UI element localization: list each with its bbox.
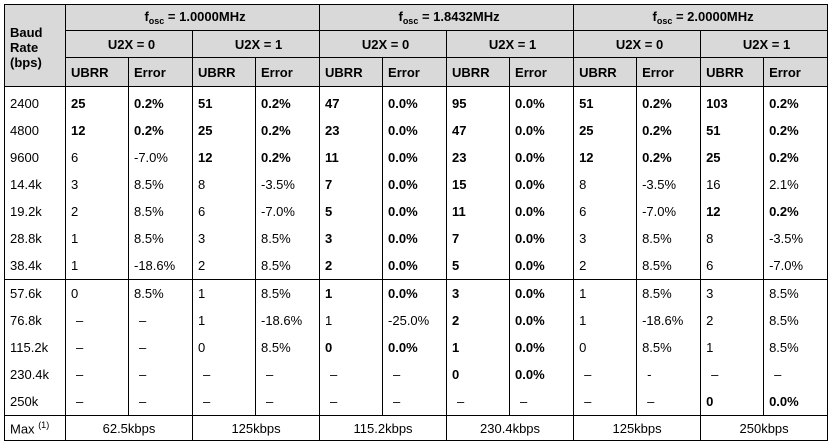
ubrr-cell: 1	[701, 334, 764, 361]
baud-rate-header	[5, 5, 66, 87]
error-cell: 0.2%	[637, 117, 701, 144]
error-cell: 0.2%	[764, 144, 828, 171]
error-cell: –	[383, 388, 447, 416]
ubrr-cell: 7	[320, 171, 383, 198]
baud-label-line: Baud	[10, 24, 43, 40]
baud-cell: 9600	[5, 144, 66, 171]
error-cell: –	[383, 361, 447, 388]
error-col-header: Error	[383, 58, 447, 87]
ubrr-cell: 15	[447, 171, 510, 198]
error-col-header: Error	[637, 58, 701, 87]
ubrr-cell: 0	[447, 361, 510, 388]
table-row	[5, 144, 828, 171]
ubrr-cell: 6	[66, 144, 129, 171]
ubrr-cell: 25	[701, 144, 764, 171]
error-cell: 0.0%	[510, 252, 574, 280]
ubrr-cell: 95	[447, 87, 510, 118]
error-cell: 0.0%	[510, 361, 574, 388]
u2x-header: U2X = 0	[320, 31, 447, 58]
ubrr-cell: –	[66, 388, 129, 416]
ubrr-cell: 1	[193, 280, 256, 308]
u2x-header: U2X = 1	[193, 31, 320, 58]
ubrr-cell: –	[320, 388, 383, 416]
ubrr-cell: 23	[320, 117, 383, 144]
error-cell: 0.2%	[256, 117, 320, 144]
ubrr-cell: 7	[447, 225, 510, 252]
error-cell: -7.0%	[637, 198, 701, 225]
error-cell: -3.5%	[764, 225, 828, 252]
ubrr-cell: 0	[701, 388, 764, 416]
error-cell: 0.0%	[510, 198, 574, 225]
error-cell: –	[510, 388, 574, 416]
table-row	[5, 117, 828, 144]
ubrr-cell: –	[574, 388, 637, 416]
ubrr-cell: 0	[320, 334, 383, 361]
ubrr-col-header: UBRR	[701, 58, 764, 87]
ubrr-cell: 12	[701, 198, 764, 225]
ubrr-cell: 6	[701, 252, 764, 280]
ubrr-cell: 3	[320, 225, 383, 252]
table-row	[5, 87, 828, 118]
ubrr-cell: 1	[193, 307, 256, 334]
ubrr-cell: 3	[447, 280, 510, 308]
error-col-header: Error	[129, 58, 193, 87]
table-row	[5, 225, 828, 252]
ubrr-cell: 6	[193, 198, 256, 225]
ubrr-cell: 12	[574, 144, 637, 171]
max-rate-cell: 250kbps	[701, 416, 828, 441]
error-cell: -25.0%	[383, 307, 447, 334]
error-cell: 0.0%	[383, 117, 447, 144]
error-cell: 0.2%	[764, 117, 828, 144]
error-cell: 0.2%	[256, 87, 320, 118]
u2x-header: U2X = 0	[574, 31, 701, 58]
table-body-group-1	[5, 87, 828, 280]
u2x-header: U2X = 0	[66, 31, 193, 58]
ubrr-cell: 51	[574, 87, 637, 118]
baud-cell: 76.8k	[5, 307, 66, 334]
ubrr-cell: 2	[574, 252, 637, 280]
error-cell: 8.5%	[764, 334, 828, 361]
error-cell: 0.0%	[383, 87, 447, 118]
error-cell: 0.2%	[637, 144, 701, 171]
ubrr-cell: 25	[66, 87, 129, 118]
baud-label-line: Rate	[10, 39, 39, 55]
ubrr-col-header: UBRR	[320, 58, 383, 87]
ubrr-cell: 1	[320, 307, 383, 334]
ubrr-cell: 1	[574, 307, 637, 334]
error-col-header: Error	[510, 58, 574, 87]
error-cell: –	[129, 307, 193, 334]
error-cell: -18.6%	[256, 307, 320, 334]
error-cell: 0.0%	[510, 307, 574, 334]
table-row	[5, 361, 828, 388]
ubrr-cell: 5	[447, 252, 510, 280]
ubrr-cell: 3	[574, 225, 637, 252]
ubrr-cell: 8	[574, 171, 637, 198]
ubrr-cell: 47	[320, 87, 383, 118]
u2x-header: U2X = 1	[447, 31, 574, 58]
error-cell: –	[129, 334, 193, 361]
table-row	[5, 280, 828, 308]
baud-cell: 19.2k	[5, 198, 66, 225]
ubrr-cell: 51	[193, 87, 256, 118]
ubrr-cell: 3	[66, 171, 129, 198]
ubrr-cell: –	[447, 388, 510, 416]
error-cell: -3.5%	[637, 171, 701, 198]
baud-cell: 250k	[5, 388, 66, 416]
ubrr-cell: 25	[574, 117, 637, 144]
ubrr-cell: 1	[66, 252, 129, 280]
baud-cell: 4800	[5, 117, 66, 144]
error-col-header: Error	[764, 58, 828, 87]
ubrr-col-header: UBRR	[447, 58, 510, 87]
error-cell: -7.0%	[256, 198, 320, 225]
max-row	[5, 416, 828, 441]
ubrr-cell: 3	[193, 225, 256, 252]
ubrr-cell: 103	[701, 87, 764, 118]
error-cell: -	[637, 361, 701, 388]
ubrr-cell: –	[66, 334, 129, 361]
error-cell: 0.0%	[510, 117, 574, 144]
error-cell: 8.5%	[637, 252, 701, 280]
ubrr-cell: 2	[66, 198, 129, 225]
error-cell: 0.2%	[637, 87, 701, 118]
ubrr-cell: 2	[320, 252, 383, 280]
error-cell: 8.5%	[637, 334, 701, 361]
error-cell: 8.5%	[256, 252, 320, 280]
error-cell: 0.2%	[764, 87, 828, 118]
error-cell: 0.0%	[383, 144, 447, 171]
ubrr-cell: 8	[193, 171, 256, 198]
baud-rate-table	[4, 4, 828, 441]
baud-cell: 28.8k	[5, 225, 66, 252]
ubrr-cell: 11	[320, 144, 383, 171]
ubrr-cell: –	[320, 361, 383, 388]
error-cell: 8.5%	[129, 225, 193, 252]
ubrr-cell: 51	[701, 117, 764, 144]
baud-cell: 57.6k	[5, 280, 66, 308]
error-cell: 0.0%	[383, 252, 447, 280]
ubrr-cell: 12	[193, 144, 256, 171]
error-cell: 0.0%	[510, 225, 574, 252]
ubrr-cell: 6	[574, 198, 637, 225]
table-row	[5, 307, 828, 334]
osc-header-2: $f_{osc} = 1.8432MHz$	[320, 5, 574, 31]
error-cell: 0.2%	[764, 198, 828, 225]
error-cell: 0.2%	[129, 87, 193, 118]
error-cell: 0.2%	[256, 144, 320, 171]
ubrr-cell: –	[66, 361, 129, 388]
ubrr-cell: 12	[66, 117, 129, 144]
error-cell: –	[129, 361, 193, 388]
error-cell: 0.0%	[510, 144, 574, 171]
error-cell: –	[637, 388, 701, 416]
error-cell: –	[764, 361, 828, 388]
error-cell: 8.5%	[256, 280, 320, 308]
max-rate-cell: 125kbps	[193, 416, 320, 441]
error-cell: 8.5%	[764, 280, 828, 308]
u2x-header: U2X = 1	[701, 31, 828, 58]
ubrr-cell: 1	[574, 280, 637, 308]
baud-cell: 230.4k	[5, 361, 66, 388]
ubrr-col-header: UBRR	[66, 58, 129, 87]
error-cell: 8.5%	[129, 171, 193, 198]
max-label-cell: Max $^{(1)}$	[5, 416, 66, 441]
ubrr-cell: 0	[66, 280, 129, 308]
ubrr-cell: 0	[193, 334, 256, 361]
ubrr-cell: –	[66, 307, 129, 334]
ubrr-cell: 11	[447, 198, 510, 225]
error-cell: -18.6%	[637, 307, 701, 334]
error-cell: 8.5%	[637, 280, 701, 308]
error-col-header: Error	[256, 58, 320, 87]
error-cell: -18.6%	[129, 252, 193, 280]
osc-header-3: $f_{osc} = 2.0000MHz$	[574, 5, 828, 31]
baud-rate-table-container	[4, 4, 827, 437]
error-cell: 8.5%	[256, 334, 320, 361]
ubrr-cell: 25	[193, 117, 256, 144]
ubrr-cell: –	[701, 361, 764, 388]
baud-cell: 38.4k	[5, 252, 66, 280]
error-cell: 8.5%	[256, 225, 320, 252]
table-row	[5, 171, 828, 198]
error-cell: 0.0%	[510, 87, 574, 118]
error-cell: 2.1%	[764, 171, 828, 198]
table-row	[5, 334, 828, 361]
error-cell: -7.0%	[129, 144, 193, 171]
baud-cell: 115.2k	[5, 334, 66, 361]
error-cell: 8.5%	[129, 198, 193, 225]
ubrr-cell: 8	[701, 225, 764, 252]
error-cell: -3.5%	[256, 171, 320, 198]
error-cell: -7.0%	[764, 252, 828, 280]
error-cell: 0.0%	[383, 334, 447, 361]
ubrr-cell: –	[193, 388, 256, 416]
ubrr-cell: 16	[701, 171, 764, 198]
ubrr-cell: –	[193, 361, 256, 388]
max-rate-cell: 230.4kbps	[447, 416, 574, 441]
table-body-group-2	[5, 280, 828, 416]
error-cell: 0.0%	[383, 198, 447, 225]
error-cell: 0.0%	[510, 171, 574, 198]
ubrr-cell: 23	[447, 144, 510, 171]
ubrr-cell: 5	[320, 198, 383, 225]
error-cell: 0.0%	[383, 280, 447, 308]
ubrr-cell: 1	[320, 280, 383, 308]
ubrr-cell: 2	[701, 307, 764, 334]
error-cell: 0.2%	[129, 117, 193, 144]
table-row	[5, 198, 828, 225]
error-cell: 0.0%	[510, 280, 574, 308]
error-cell: 8.5%	[637, 225, 701, 252]
error-cell: 0.0%	[383, 171, 447, 198]
ubrr-cell: 1	[66, 225, 129, 252]
ubrr-cell: 3	[701, 280, 764, 308]
ubrr-cell: 47	[447, 117, 510, 144]
table-row	[5, 388, 828, 416]
max-rate-cell: 62.5kbps	[66, 416, 193, 441]
ubrr-col-header: UBRR	[574, 58, 637, 87]
error-cell: –	[256, 361, 320, 388]
error-cell: –	[129, 388, 193, 416]
ubrr-col-header: UBRR	[193, 58, 256, 87]
table-row	[5, 252, 828, 280]
osc-header-1: $f_{osc} = 1.0000MHz$	[66, 5, 320, 31]
ubrr-cell: –	[574, 361, 637, 388]
ubrr-cell: 1	[447, 334, 510, 361]
error-cell: 8.5%	[764, 307, 828, 334]
error-cell: 0.0%	[764, 388, 828, 416]
error-cell: 0.0%	[510, 334, 574, 361]
baud-cell: 2400	[5, 87, 66, 118]
error-cell: 0.0%	[383, 225, 447, 252]
error-cell: 8.5%	[129, 280, 193, 308]
baud-label-line: (bps)	[10, 54, 42, 70]
baud-cell: 14.4k	[5, 171, 66, 198]
error-cell: –	[256, 388, 320, 416]
ubrr-cell: 0	[574, 334, 637, 361]
max-rate-cell: 125kbps	[574, 416, 701, 441]
max-rate-cell: 115.2kbps	[320, 416, 447, 441]
ubrr-cell: 2	[447, 307, 510, 334]
ubrr-cell: 2	[193, 252, 256, 280]
